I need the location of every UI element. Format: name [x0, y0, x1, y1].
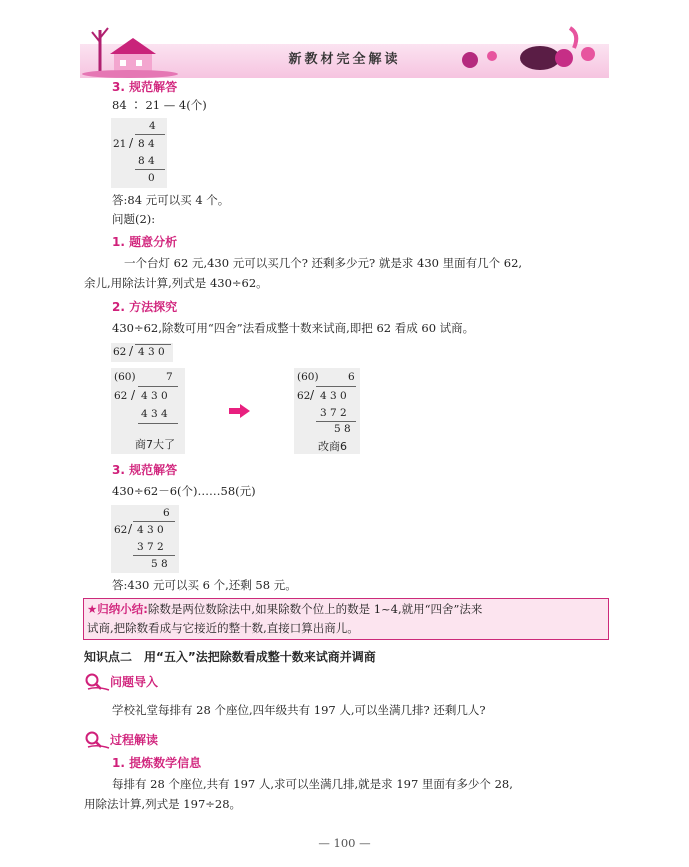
heading-extract-info: 1. 提炼数学信息: [112, 756, 202, 770]
method-line-1: 430÷62,除数可用“四舍”法看成整十数来试商,即把 62 看成 60 试商。: [112, 321, 475, 335]
magnifier-icon: [84, 673, 110, 691]
divisor: 21: [113, 138, 127, 150]
expression-84-21: 84 ∶ 21 — 4(个): [112, 98, 207, 112]
trial-divisor: (60): [114, 371, 136, 383]
knowledge-point-2-title: 知识点二 用“五入”法把除数看成整十数来试商并调商: [84, 650, 376, 664]
heading-analysis: 1. 题意分析: [112, 235, 178, 249]
caption: 改商6: [318, 440, 347, 453]
dividend: 4 3 0: [137, 524, 164, 536]
quotient: 7: [166, 371, 173, 383]
caption: 商7大了: [135, 438, 175, 451]
divisor: 62: [113, 346, 127, 358]
process-line-1: 每排有 28 个座位,共有 197 人,求可以坐满几排,就是求 197 里面有多少个 28,: [112, 777, 513, 791]
heading-standard-answer-1: 3. 规范解答: [112, 80, 178, 94]
summary-box: [83, 598, 609, 640]
header-banner: [80, 8, 609, 78]
divisor: 62: [297, 390, 311, 402]
dividend: 4 3 0: [320, 390, 347, 402]
heading-problem-intro: 问题导入: [110, 675, 159, 689]
long-division-84-21: 4 21 / 8 4 8 4 0: [111, 118, 167, 188]
house-tree-illustration: [80, 8, 180, 78]
bubbles-illustration: [452, 8, 609, 78]
long-division-430-62: 6 62 / 4 3 0 3 7 2 5 8: [111, 505, 179, 573]
page-number: — 100 —: [318, 836, 371, 850]
question-2-label: 问题(2):: [112, 212, 156, 226]
remainder: 0: [148, 172, 155, 184]
long-division-adjusted-6: (60) 6 62 / 4 3 0 3 7 2 5 8 改商6: [294, 368, 360, 454]
answer-2: 答:430 元可以买 6 个,还剩 58 元。: [112, 578, 297, 592]
process-line-2: 用除法计算,列式是 197÷28。: [84, 797, 242, 811]
heading-process: 过程解读: [110, 733, 159, 747]
dividend: 4 3 0: [138, 346, 165, 358]
divisor: 62: [114, 390, 128, 402]
dividend: 4 3 0: [141, 390, 168, 402]
analysis-line-2: 余儿,用除法计算,列式是 430÷62。: [84, 276, 268, 290]
magnifier-icon: [84, 731, 110, 749]
heading-method: 2. 方法探究: [112, 300, 178, 314]
quotient: 6: [163, 507, 170, 519]
header-title: 新教材完全解读: [288, 52, 401, 67]
answer-1: 答:84 元可以买 4 个。: [112, 193, 230, 207]
summary-text-1: 除数是两位数除法中,如果除数个位上的数是 1~4,就用“四舍”法来: [147, 602, 483, 616]
product: 3 7 2: [137, 541, 164, 553]
product: 3 7 2: [320, 407, 347, 419]
long-division-trial-7: (60) 7 62 / 4 3 0 4 3 4 商7大了: [111, 368, 185, 454]
arrow-right-icon: [229, 404, 251, 418]
trial-divisor: (60): [297, 371, 319, 383]
product: 4 3 4: [141, 408, 168, 420]
problem-intro-text: 学校礼堂每排有 28 个座位,四年级共有 197 人,可以坐满几排? 还剩几人?: [112, 703, 486, 717]
summary-line-2: 试商,把除数看成与它接近的整十数,直接口算出商儿。: [87, 621, 359, 635]
remainder: 5 8: [334, 423, 351, 435]
analysis-line-1: 一个台灯 62 元,430 元可以买几个? 还剩多少元? 就是求 430 里面有几个 62,: [124, 256, 523, 270]
divisor: 62: [114, 524, 128, 536]
quotient: 6: [348, 371, 355, 383]
expression-430-62: 430÷62－6(个)……58(元): [112, 484, 256, 498]
dividend: 8 4: [138, 138, 155, 150]
product: 8 4: [138, 155, 155, 167]
quotient: 4: [149, 120, 156, 132]
remainder: 5 8: [151, 558, 168, 570]
long-division-setup: 62 / 4 3 0: [111, 343, 173, 362]
summary-label: ★归纳小结:: [87, 602, 148, 616]
heading-standard-answer-2: 3. 规范解答: [112, 463, 178, 477]
summary-line-1: [87, 602, 482, 617]
